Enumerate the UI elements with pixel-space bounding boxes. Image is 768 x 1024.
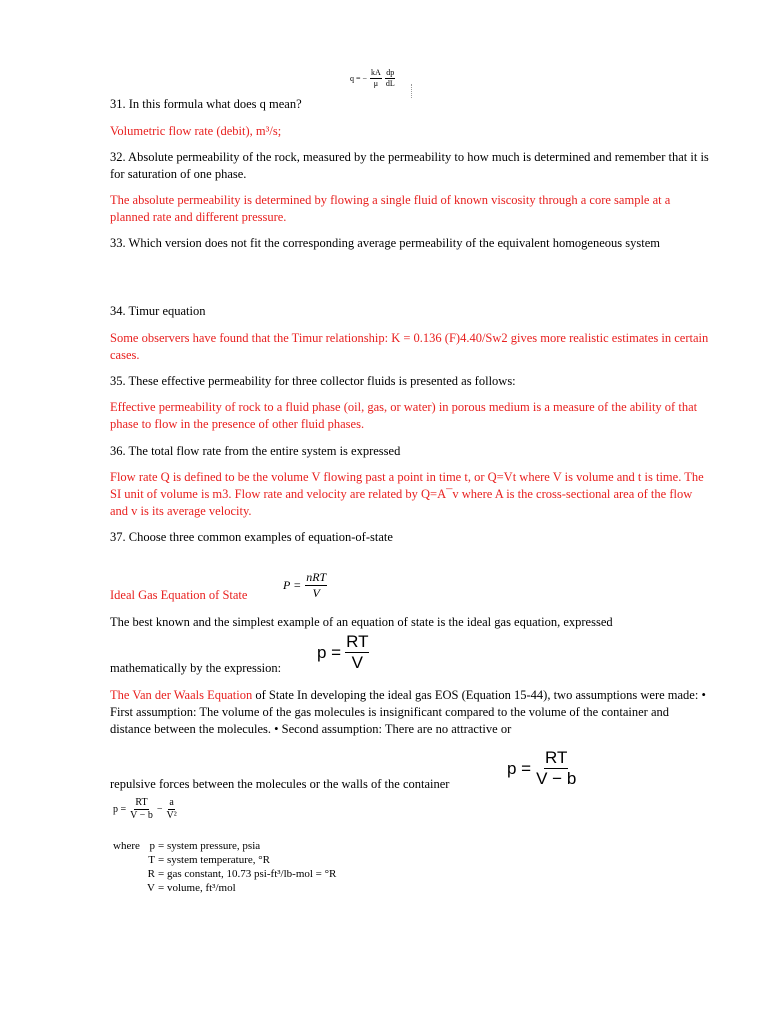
definition-row: where p = system pressure, psia — [113, 840, 261, 852]
definition-row: V = volume, ft³/mol — [147, 882, 236, 894]
answer-34: Some observers have found that the Timur relationship: K = 0.136 (F)4.40/Sw2 gives more realistic estimates in certain cases. — [110, 331, 709, 362]
vdw-text-2: repulsive forces between the molecules or the walls of the container — [110, 777, 450, 791]
answer-31: Volumetric flow rate (debit), m³/s; — [110, 124, 282, 138]
formula-lhs: q = − — [350, 73, 368, 83]
question-36: 36. The total flow rate from the entire system is expressed — [110, 444, 401, 458]
question-35: 35. These effective permeability for three collector fluids is presented as follows: — [110, 374, 516, 388]
vdw-big-equation: p = $\frac{RT}{V - b}$ — [507, 748, 577, 788]
question-33: 33. Which version does not fit the corresponding average permeability of the equivalent homogeneous system — [110, 236, 660, 250]
formula-fraction-1: $\frac{kA}{\mu}$ — [371, 68, 381, 88]
answer-32: The absolute permeability is determined by flowing a single fluid of known viscosity through a core sample at a planned rate and different pressure. — [110, 193, 671, 224]
question-34: 34. Timur equation — [110, 304, 206, 318]
question-31: 31. In this formula what does q mean? — [110, 97, 302, 111]
ideal-gas-text-2: mathematically by the expression: — [110, 661, 282, 675]
top-formula — [350, 68, 396, 89]
ideal-gas-text: The best known and the simplest example of an equation of state is the ideal gas equation, expressed — [110, 615, 613, 629]
vdw-heading: The Van der Waals Equation — [110, 688, 253, 702]
question-32: 32. Absolute permeability of the rock, measured by the permeability to how much is determined and remember that it is for saturation of one phase. — [110, 150, 709, 181]
vdw-text: of State In developing the ideal gas EOS (Equation 15-44), two assumptions were made: • First assumption: The volume of the gas molecules is insignificant compared to the volume of the container and distance between the molecules. • Second assumption: There are no attractive or — [110, 688, 706, 736]
answer-35: Effective permeability of rock to a fluid phase (oil, gas, or water) in porous medium is a measure of the ability of that phase to flow in the presence of other fluid phases. — [110, 400, 698, 431]
definition-row: R = gas constant, 10.73 psi-ft³/lb-mol = °R — [147, 868, 337, 880]
answer-36: Flow rate Q is defined to be the volume V flowing past a point in time t, or Q=Vt where V is volume and t is time. The SI unit of volume is m3. Flow rate and velocity are related by Q=A¯v where A is the cross-sectional area of the flow and v is its average velocity. — [110, 470, 704, 518]
ideal-gas-heading: Ideal Gas Equation of State — [110, 588, 248, 602]
definition-row: T = system temperature, °R — [148, 854, 271, 866]
question-37: 37. Choose three common examples of equation-of-state — [110, 530, 393, 544]
ideal-gas-equation: P = $\frac{\text{nRT}}{V}$ — [283, 570, 327, 600]
formula-fraction-2: $\frac{dp}{dL}$ — [385, 68, 395, 88]
vdw-paragraph — [110, 687, 710, 738]
ideal-gas-big-equation: p = $\frac{RT}{V}$ — [317, 632, 369, 672]
variable-definitions — [113, 839, 336, 895]
vdw-small-equation: p = $\frac{RT}{V - b}$ − $\frac{a}{\text{V²}}$ — [113, 797, 177, 821]
